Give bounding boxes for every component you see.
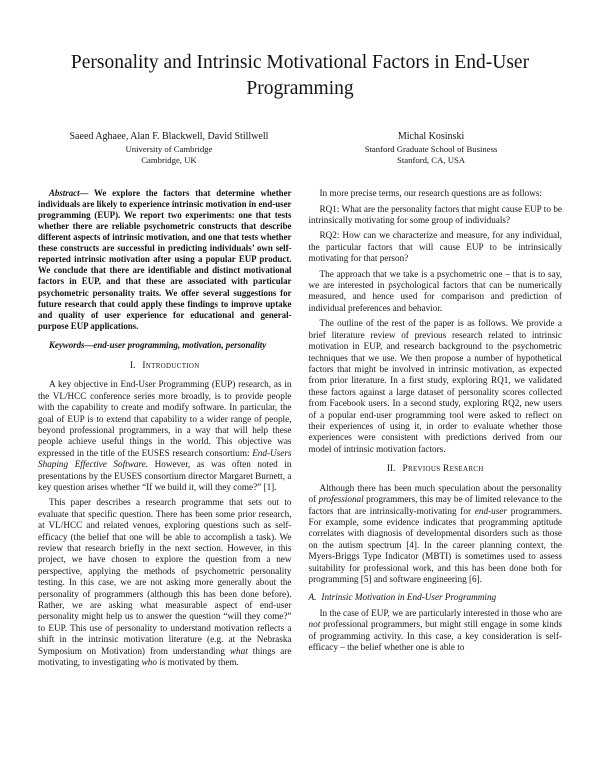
intro-paragraph-1: A key objective in End-User Programming (EUP) research, as in the VL/HCC conference series more broadly, is to provide people with the capability to create and modify software. In particular, the goal of EUP is to extend that capability to a wider range of people, beyond professional programmers, in a way that will help these people achieve useful things in the world. This objective was expressed in the title of the EUSES research consortium: End-Users Shaping Effective Software. However, as was often noted in presentations by the EUSES consortium director Margaret Burnett, a key question arises whether “If we build it, will they come?” [1]. [38, 379, 292, 492]
keywords-line: Keywords—end-user programming, motivation, personality [49, 339, 267, 350]
subsection-a-paragraph-1: In the case of EUP, we are particularly interested in those who are not professional programmers, but might still engage in some kinds of programming activity. In this case, a key consideration is self-efficacy – the belief whether one is able to [308, 607, 562, 653]
abstract-text: We explore the factors that determine whether individuals are likely to experience intrinsic motivation in end-user programming (EUP). We report two experiments: one that tests whether there are reliable psychometric constructs that describe different aspects of intrinsic motivation, and one that tests whether these constructs are successful in predicting individuals’ own self-reported intrinsic motivation after using a popular EUP product. We conclude that there are identifiable and distinct motivational factors in EUP, and that these are associated with particular psychometric personality traits. We offer several suggestions for future research that could apply these findings to improve uptake and quality of user experience for educational and general-purpose EUP applications. [38, 188, 292, 331]
two-column-body [38, 188, 562, 672]
right-column [309, 188, 563, 672]
section-title: Introduction [142, 360, 200, 371]
section-title: Previous Research [402, 464, 484, 475]
research-questions-intro: In more precise terms, our research questions are as follows: [319, 188, 542, 199]
author-location-right: Stanford, CA, USA [397, 155, 466, 166]
research-question-2: RQ2: How can we characterize and measure, for any individual, the particular factors that will cause EUP to be intrinsically motivating for that person? [308, 230, 562, 264]
author-block-right [310, 131, 552, 166]
author-location-left: Cambridge, UK [141, 155, 197, 166]
section-number: I. [129, 360, 136, 371]
section-number: II. [386, 464, 396, 475]
author-affiliation-left: University of Cambridge [125, 144, 213, 155]
intro-paragraph-2: This paper describes a research programme that sets out to evaluate that specific question. There has been some prior research, at VL/HCC and related venues, exploring questions such as self-efficacy (the belief that one will be able to accomplish a task). We review that research briefly in the next section. However, in this project, we have chosen to explore the question from a new perspective, applying the methods of psychometric personality testing. In this case, we are not asking more generally about the personality of programmers (although this has been done before). Rather, we are asking what measurable aspect of end-user personality might help us to answer the question “will they come?” to EUP. This use of personality to understand motivation reflects a shift in the intrinsic motivation literature (e.g. at the Nebraska Symposium on Motivation) from understanding what things are motivating, to investigating who is motivated by them. [38, 497, 292, 668]
left-column [38, 188, 292, 672]
subsection-number: A. [308, 592, 317, 603]
outline-paragraph: The outline of the rest of the paper is as follows. We provide a brief literature review of previous research related to intrinsic motivation in EUP, and research background to the psychometric techniques that we use. We then propose a number of hypothetical factors that might be involved in intrinsic motivation, as expected from prior literature. In a first study, exploring RQ1, we validated these factors against a large dataset of personality scores collected from Facebook users. In a second study, exploring RQ2, new users of a popular end-user programming tool were asked to reflect on their experiences of using it, in order to evaluate whether those experiences were consistent with predictions derived from our model of intrinsic motivation factors. [308, 318, 562, 454]
section-heading-introduction [38, 361, 292, 373]
approach-paragraph: The approach that we take is a psychometric one – that is to say, we are interested in psychological factors that can be numerically measured, and hence used for comparison and prediction of individual preferences and behavior. [308, 268, 562, 313]
previous-research-paragraph-1: Although there has been much speculation about the personality of professional programmers, this may be of limited relevance to the factors that are intrinsically-motivating for end-user programmers. For example, some evidence indicates that programming aptitude correlates with diagnosis of developmental disorders such as those on the autism spectrum [4]. In the career planning context, the Myers-Briggs Type Indicator (MBTI) is sometimes used to assess suitability for professional work, and this has been done both for programming [5] and software engineering [6]. [308, 482, 562, 585]
author-block-left [48, 131, 290, 166]
authors-row [48, 131, 552, 166]
subsection-title: Intrinsic Motivation in End-User Programming [321, 592, 497, 603]
abstract-paragraph [38, 188, 292, 331]
author-affiliation-right: Stanford Graduate School of Business [364, 144, 498, 155]
paper-title: Personality and Intrinsic Motivational Factors in End-User Programming [70, 52, 530, 99]
subsection-heading-intrinsic-motivation [309, 592, 563, 603]
author-names-right: Michal Kosinski [397, 131, 465, 143]
abstract-label: Abstract— [49, 188, 89, 199]
author-names-left: Saeed Aghaee, Alan F. Blackwell, David Stillwell [69, 131, 269, 143]
research-question-1: RQ1: What are the personality factors that might cause EUP to be intrinsically motivating for some group of individuals? [308, 203, 562, 226]
section-heading-previous-research [309, 464, 563, 476]
